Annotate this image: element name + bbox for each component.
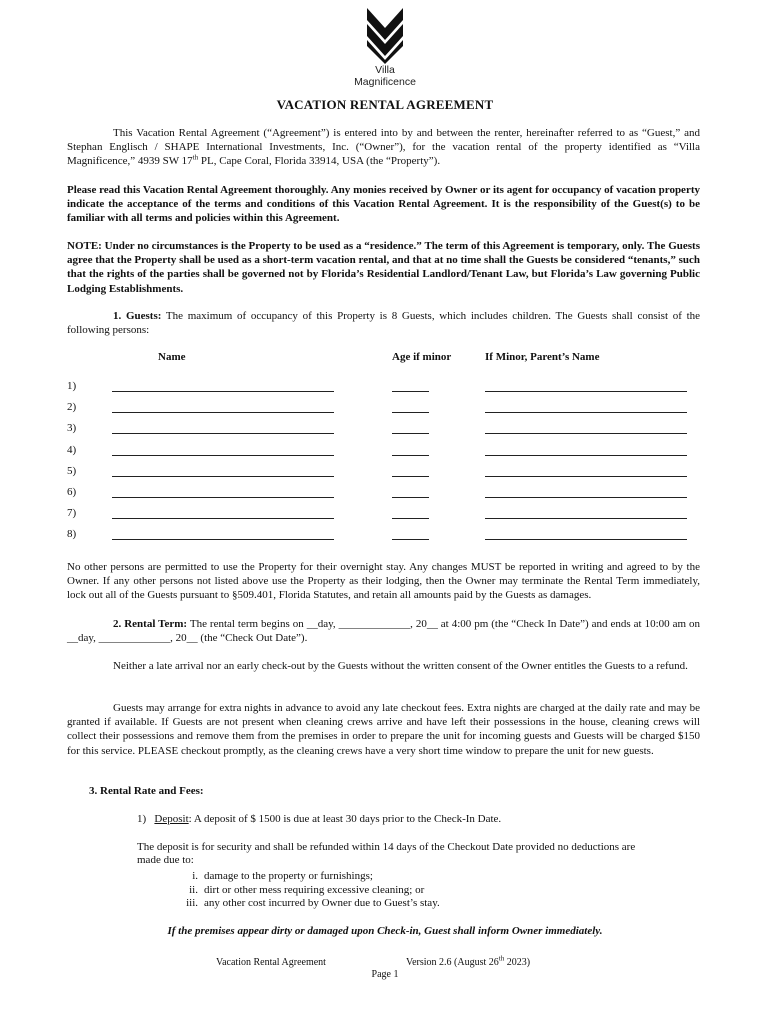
guests-paragraph bbox=[67, 309, 700, 337]
guest-name-blank[interactable] bbox=[112, 497, 334, 498]
guest-age-blank[interactable] bbox=[392, 433, 429, 434]
intro-text-1: This Vacation Rental Agreement (“Agreement”) is entered into by and between the renter, hereinafter referred to as “Guest,” and Stephan Englisch / SHAPE International Investments, Inc. (“Owner”), for the vacation rental of the property identified as “Villa Magnificence,” 4939 SW 17 bbox=[67, 127, 700, 168]
deduction-numeral: iii. bbox=[186, 897, 198, 909]
logo-line-magnificence: Magnificence bbox=[354, 76, 416, 88]
villa-logo bbox=[0, 6, 770, 88]
deduction-text: any other cost incurred by Owner due to Guest’s stay. bbox=[204, 897, 440, 909]
guest-parent-blank[interactable] bbox=[485, 455, 687, 456]
column-header-name: Name bbox=[158, 351, 186, 363]
guest-row-number: 7) bbox=[67, 507, 77, 520]
footer-version bbox=[406, 954, 531, 968]
intro-paragraph bbox=[67, 126, 700, 169]
guest-age-blank[interactable] bbox=[392, 539, 429, 540]
guest-name-blank[interactable] bbox=[112, 433, 334, 434]
deduction-numeral: ii. bbox=[189, 883, 198, 896]
rental-term-paragraph bbox=[67, 617, 700, 645]
guest-row bbox=[67, 528, 707, 544]
guest-parent-blank[interactable] bbox=[485, 497, 687, 498]
guests-heading: 1. Guests: bbox=[113, 310, 162, 322]
check-in-warning: If the premises appear dirty or damaged upon Check-in, Guest shall inform Owner immediately. bbox=[167, 925, 603, 937]
guest-name-blank[interactable] bbox=[112, 518, 334, 519]
deposit-paragraph: The deposit is for security and shall be refunded within 14 days of the Checkout Date provided no deductions are made due to: bbox=[137, 841, 636, 866]
guest-name-blank[interactable] bbox=[112, 539, 334, 540]
guest-parent-blank[interactable] bbox=[485, 476, 687, 477]
rental-rate-fees-heading: 3. Rental Rate and Fees: bbox=[89, 785, 204, 797]
document-title: VACATION RENTAL AGREEMENT bbox=[276, 97, 494, 112]
page-number: Page 1 bbox=[371, 969, 399, 980]
guest-parent-blank[interactable] bbox=[485, 412, 687, 413]
late-arrival-paragraph: Neither a late arrival nor an early check-out by the Guests without the written consent of the Owner entitles the Guests to a refund. bbox=[113, 660, 688, 672]
guest-row bbox=[67, 465, 707, 481]
guest-age-blank[interactable] bbox=[392, 391, 429, 392]
footer-version-text-2: 2023) bbox=[504, 957, 531, 968]
logo-line-villa: Villa bbox=[375, 64, 395, 76]
guest-name-blank[interactable] bbox=[112, 391, 334, 392]
guest-age-blank[interactable] bbox=[392, 476, 429, 477]
guest-parent-blank[interactable] bbox=[485, 433, 687, 434]
note-paragraph: NOTE: Under no circumstances is the Property to be used as a “residence.” The term of this Agreement is temporary, only. The Guests agree that the Property shall be used as a short-term vacation rental, and that at no time shall the Guests be considered “tenants,” such that the rights of the parties shall be governed not by Florida’s Residential Landlord/Tenant Law, but Florida’s Law governing Public Lodging Establishments. bbox=[67, 240, 700, 295]
deduction-text: dirt or other mess requiring excessive cleaning; or bbox=[204, 883, 425, 896]
please-read-paragraph: Please read this Vacation Rental Agreement thoroughly. Any monies received by Owner or its agent for occupancy of vacation property indicate the acceptance of the terms and conditions of this Vacation Rental Agreement. It is the responsibility of the Guest(s) to be familiar with all terms and policies within this Agreement. bbox=[67, 184, 700, 225]
guest-parent-blank[interactable] bbox=[485, 518, 687, 519]
column-header-age: Age if minor bbox=[392, 351, 452, 363]
guest-row-number: 8) bbox=[67, 528, 77, 541]
intro-superscript: th bbox=[192, 153, 199, 162]
deposit-label: Deposit bbox=[154, 813, 189, 825]
deposit-line bbox=[137, 813, 501, 825]
guest-parent-blank[interactable] bbox=[485, 391, 687, 392]
rental-term-heading: 2. Rental Term: bbox=[113, 618, 188, 630]
guest-row-number: 3) bbox=[67, 422, 77, 435]
villa-monogram-icon bbox=[365, 6, 405, 64]
deposit-text: : A deposit of $ 1500 is due at least 30 days prior to the Check-In Date. bbox=[188, 813, 502, 825]
intro-text-2: PL, Cape Coral, Florida 33914, USA (the “Property”). bbox=[198, 155, 441, 168]
guest-row-number: 4) bbox=[67, 443, 77, 456]
guest-age-blank[interactable] bbox=[392, 412, 429, 413]
column-header-parent: If Minor, Parent’s Name bbox=[485, 351, 600, 363]
rental-term-text: The rental term begins on __day, _____________, 20__ at 4:00 pm (the “Check In Date”) and ends at 10:00 am on __day, _____________, 20__ (the “Check Out Date”). bbox=[67, 618, 700, 645]
guest-name-blank[interactable] bbox=[112, 412, 334, 413]
guest-parent-blank[interactable] bbox=[485, 539, 687, 540]
guest-row-number: 2) bbox=[67, 401, 77, 414]
deposit-number: 1) bbox=[137, 813, 147, 825]
extra-nights-paragraph: Guests may arrange for extra nights in advance to avoid any late checkout fees. Extra nights are charged at the daily rate and may be granted if available. If Guests are not present when cleaning crews arrive and have left their possessions in the house, cleaning crews will collect their possessions and remove them from the premises in order to prepare the unit for incoming guests and Guests will be charged $150 for this service. PLEASE checkout promptly, as the cleaning crews have a very short time window to prepare the unit for new guests. bbox=[67, 702, 700, 757]
deduction-text: damage to the property or furnishings; bbox=[204, 870, 373, 882]
guest-row-number: 1) bbox=[67, 380, 77, 392]
guest-row bbox=[67, 401, 707, 417]
guest-age-blank[interactable] bbox=[392, 518, 429, 519]
deduction-numeral: i. bbox=[192, 870, 198, 882]
guest-row-number: 6) bbox=[67, 486, 77, 498]
guest-row bbox=[67, 444, 707, 460]
guest-name-blank[interactable] bbox=[112, 455, 334, 456]
guest-row-number: 5) bbox=[67, 464, 77, 477]
footer-version-superscript: th bbox=[498, 954, 505, 963]
guest-name-blank[interactable] bbox=[112, 476, 334, 477]
guest-row bbox=[67, 422, 707, 438]
guest-age-blank[interactable] bbox=[392, 497, 429, 498]
no-other-persons-paragraph: No other persons are permitted to use the Property for their overnight stay. Any changes MUST be reported in writing and agreed to by the Owner. If any other persons not listed above use the Property as their lodging, then the Owner may terminate the Rental Term immediately, lock out all of the Guests pursuant to §509.401, Florida Statutes, and retain all amounts paid by the Guests as damages. bbox=[67, 561, 700, 602]
footer-version-text-1: Version 2.6 (August 26 bbox=[406, 957, 499, 968]
guest-row bbox=[67, 486, 707, 502]
footer-left: Vacation Rental Agreement bbox=[216, 957, 326, 968]
guest-age-blank[interactable] bbox=[392, 455, 429, 456]
guests-text: The maximum of occupancy of this Property is 8 Guests, which includes children. The Guests shall consist of the following persons: bbox=[67, 310, 701, 337]
guest-row bbox=[67, 380, 707, 396]
guest-row bbox=[67, 507, 707, 523]
